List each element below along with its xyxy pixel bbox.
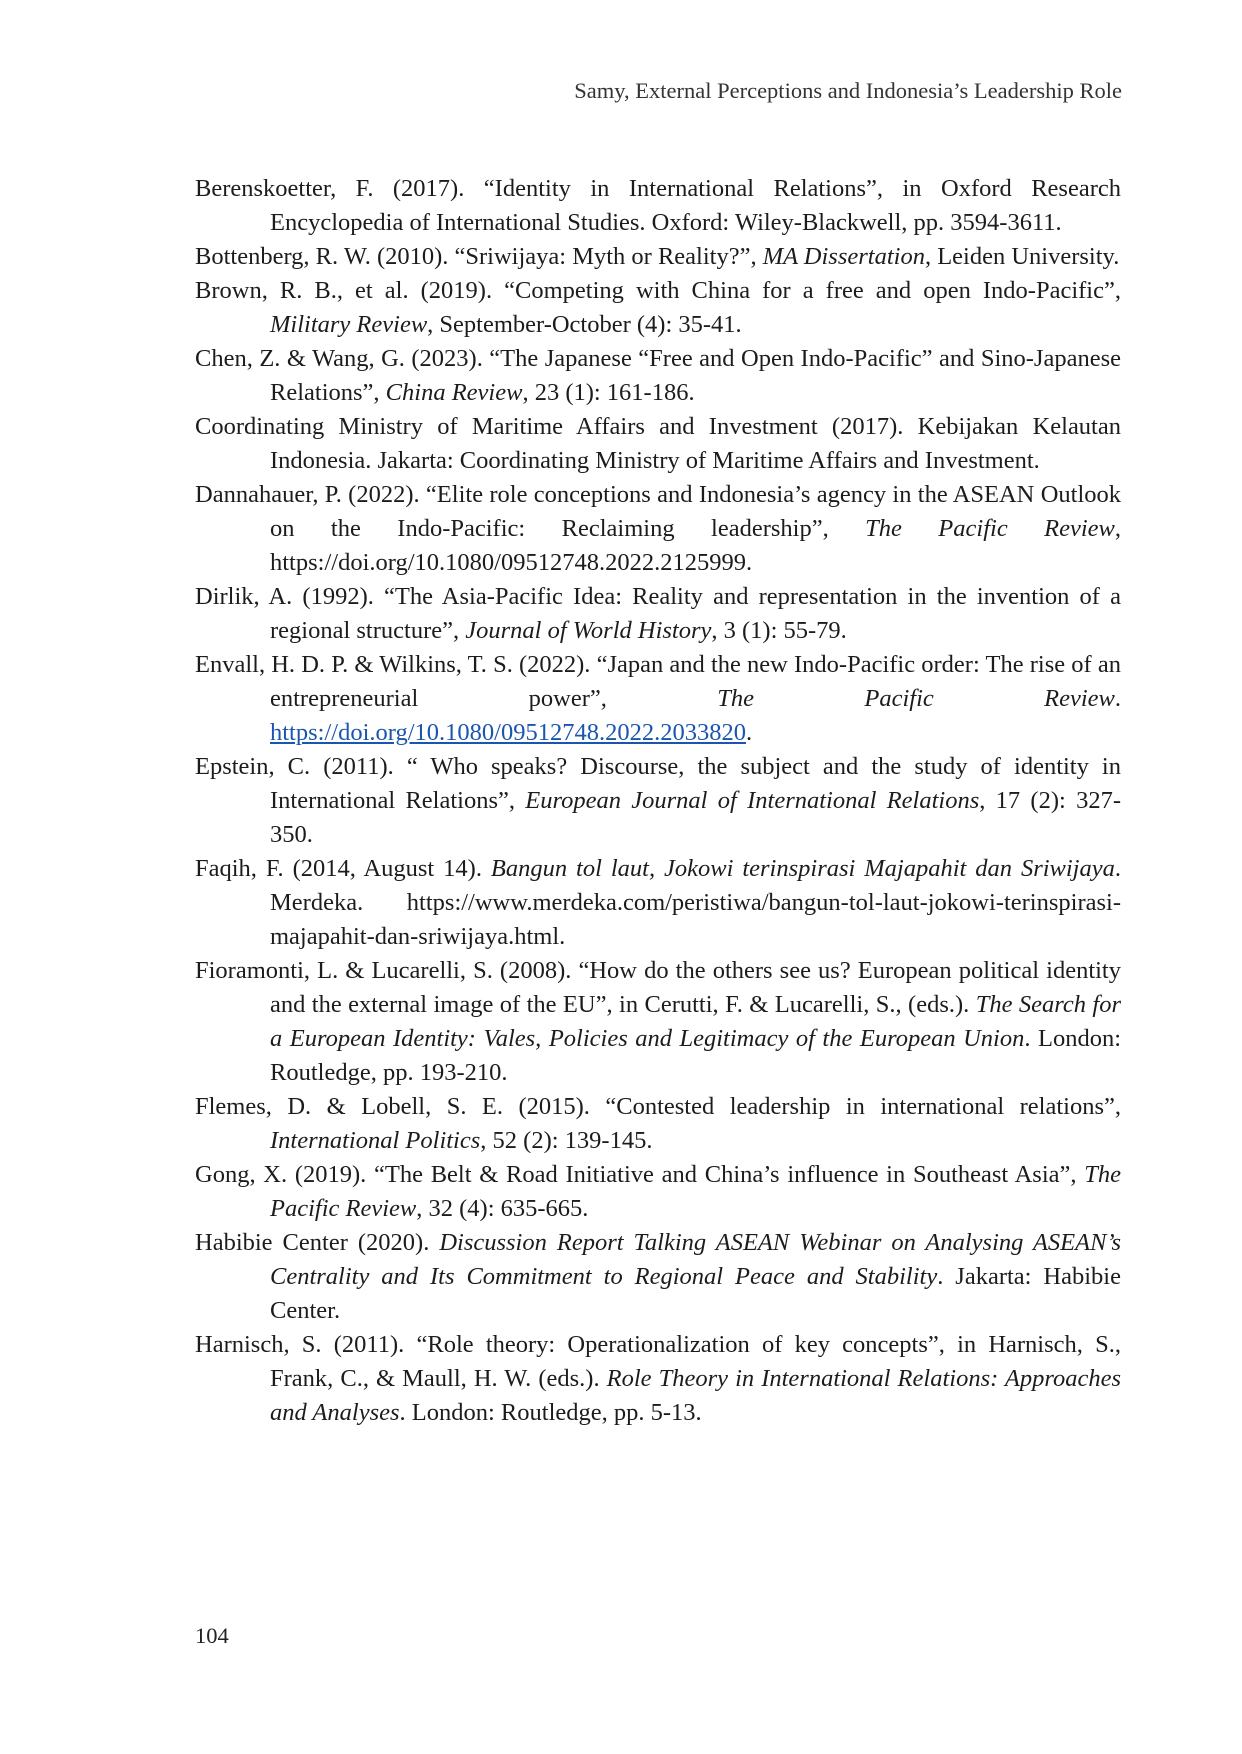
reference-text: Gong, X. (2019). “The Belt & Road Initiative and China’s influence in Southeast Asia”, (195, 1161, 1085, 1188)
reference-italic-title: The Search for a European Identity: Vales, Policies and Legitimacy of the European Union (270, 991, 1121, 1052)
reference-text: Habibie Center (2020). (195, 1229, 440, 1256)
reference-italic-title: Military Review (270, 311, 428, 338)
reference-italic-title: China Review (385, 379, 523, 406)
reference-italic-title: Bangun tol laut, Jokowi terinspirasi Majapahit dan Sriwijaya (490, 855, 1115, 882)
reference-bottenberg (195, 240, 1121, 274)
reference-text: Chen, Z. & Wang, G. (2023). “The Japanese “Free and Open Indo-Pacific” and Sino-Japanese Relations”, (195, 345, 1121, 406)
reference-italic-title: MA Dissertation (762, 243, 925, 270)
reference-text-tail: , 17 (2): 327-350. (270, 787, 1121, 848)
reference-text: Envall, H. D. P. & Wilkins, T. S. (2022). “Japan and the new Indo-Pacific order: The rise of an entrepreneurial power”, (195, 651, 1121, 712)
reference-text-end: . (745, 719, 753, 746)
reference-text-tail: . Merdeka. https://www.merdeka.com/peristiwa/bangun-tol-laut-jokowi-terinspirasi-majapahit-dan-sriwijaya.html. (270, 855, 1121, 950)
reference-fioramonti-lucarelli (195, 954, 1121, 1090)
reference-text-tail: , 23 (1): 161-186. (522, 379, 695, 406)
reference-text-tail: . London: Routledge, pp. 193-210. (270, 1025, 1121, 1086)
reference-italic-title: International Politics (270, 1127, 481, 1154)
reference-berenskoetter (195, 172, 1121, 240)
reference-italic-title: The Pacific Review (865, 515, 1115, 542)
reference-dirlik (195, 580, 1121, 648)
reference-coordinating-ministry (195, 410, 1121, 478)
reference-dannahauer (195, 478, 1121, 580)
reference-gong (195, 1158, 1121, 1226)
reference-text: Epstein, C. (2011). “ Who speaks? Discourse, the subject and the study of identity in International Relations”, (195, 753, 1121, 814)
reference-text-tail: , https://doi.org/10.1080/09512748.2022.2125999. (270, 515, 1121, 576)
reference-text: Dannahauer, P. (2022). “Elite role conceptions and Indonesia’s agency in the ASEAN Outlook on the Indo-Pacific: Reclaiming leadership”, (195, 481, 1121, 542)
reference-text-tail: , September-October (4): 35-41. (427, 311, 742, 338)
reference-text: Fioramonti, L. & Lucarelli, S. (2008). “How do the others see us? European political identity and the external image of the EU”, in Cerutti, F. & Lucarelli, S., (eds.). (195, 957, 1121, 1018)
reference-italic-title: Discussion Report Talking ASEAN Webinar on Analysing ASEAN’s Centrality and Its Commitment to Regional Peace and Stability (270, 1229, 1121, 1290)
reference-text: Harnisch, S. (2011). “Role theory: Operationalization of key concepts”, in Harnisch, S., Frank, C., & Maull, H. W. (eds.). (195, 1331, 1121, 1392)
reference-text: Berenskoetter, F. (2017). “Identity in International Relations”, in Oxford Research Encyclopedia of International Studies. Oxford: Wiley-Blackwell, pp. 3594-3611. (195, 175, 1121, 236)
reference-habibie-center (195, 1226, 1121, 1328)
reference-text-tail: , Leiden University. (924, 243, 1120, 270)
reference-italic-title: European Journal of International Relations (525, 787, 980, 814)
reference-italic-title: Role Theory in International Relations: Approaches and Analyses (270, 1365, 1122, 1426)
reference-text: Flemes, D. & Lobell, S. E. (2015). “Contested leadership in international relations”, (195, 1093, 1121, 1120)
reference-text: Bottenberg, R. W. (2010). “Sriwijaya: Myth or Reality?”, (195, 243, 763, 270)
reference-text: Faqih, F. (2014, August 14). (195, 855, 491, 882)
reference-italic-title: The Pacific Review (270, 1161, 1121, 1222)
reference-list (195, 172, 1121, 1430)
page-number: 104 (195, 1623, 229, 1648)
reference-text-tail: , 32 (4): 635-665. (416, 1195, 589, 1222)
reference-italic-title: Journal of World History (465, 617, 712, 644)
reference-faqih (195, 852, 1121, 954)
reference-text-tail: , 52 (2): 139-145. (480, 1127, 653, 1154)
reference-italic-title: The Pacific Review (717, 685, 1115, 712)
reference-text-tail: . (1114, 685, 1121, 712)
reference-text-tail: . Jakarta: Habibie Center. (270, 1263, 1121, 1324)
reference-text: Dirlik, A. (1992). “The Asia-Pacific Idea: Reality and representation in the invention of a regional structure”, (195, 583, 1121, 644)
reference-chen-wang (195, 342, 1121, 410)
reference-epstein (195, 750, 1121, 852)
reference-text: Brown, R. B., et al. (2019). “Competing with China for a free and open Indo-Pacific”, (195, 277, 1121, 304)
doi-link[interactable]: https://doi.org/10.1080/09512748.2022.2033820 (270, 719, 746, 746)
reference-text-tail: . London: Routledge, pp. 5-13. (399, 1399, 702, 1426)
reference-brown (195, 274, 1121, 342)
reference-envall-wilkins (195, 648, 1121, 750)
reference-text: Coordinating Ministry of Maritime Affairs and Investment (2017). Kebijakan Kelautan Indonesia. Jakarta: Coordinating Ministry of Maritime Affairs and Investment. (195, 413, 1121, 474)
reference-text-tail: , 3 (1): 55-79. (711, 617, 847, 644)
reference-harnisch (195, 1328, 1121, 1430)
reference-flemes-lobell (195, 1090, 1121, 1158)
running-header: Samy, External Perceptions and Indonesia’s Leadership Role (574, 78, 1122, 103)
